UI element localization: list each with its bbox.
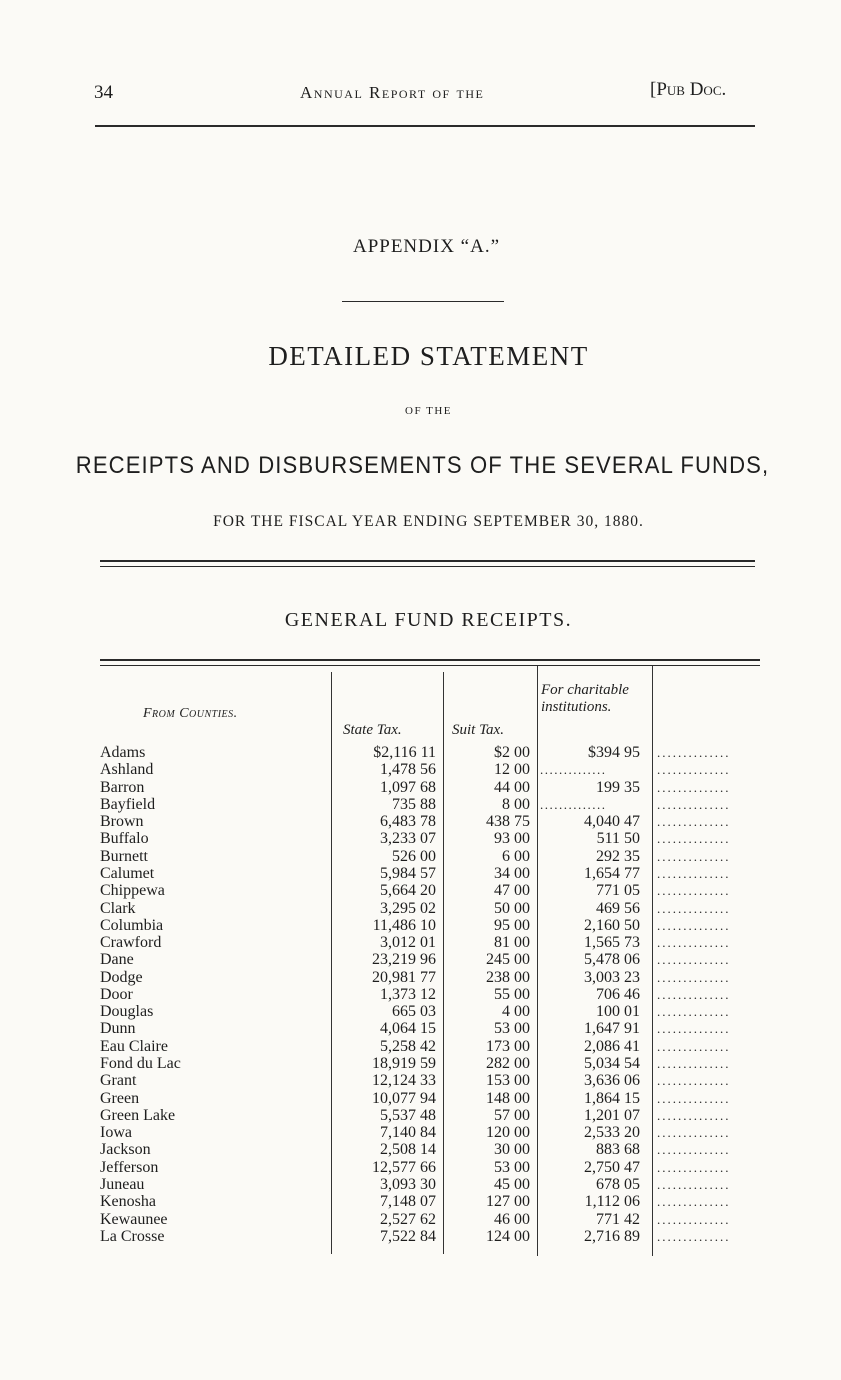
trailing-column-dots: .............. [657, 900, 731, 916]
receipts-title: RECEIPTS AND DISBURSEMENTS OF THE SEVERAL FUNDS, [75, 452, 770, 479]
table-row [100, 779, 770, 796]
charitable-cell: 771 42 [596, 1210, 640, 1228]
county-name: Chippewa [100, 882, 165, 900]
state-tax-cell: 12,577 66 [372, 1158, 436, 1176]
charitable-cell: 2,160 50 [584, 916, 640, 934]
trailing-column-dots: .............. [657, 969, 731, 985]
table-row [100, 951, 770, 968]
fiscal-year-line: FOR THE FISCAL YEAR ENDING SEPTEMBER 30, 1880. [213, 513, 644, 530]
trailing-column-dots: .............. [657, 935, 731, 951]
charitable-cell: 1,647 91 [584, 1020, 640, 1038]
county-name: Green [100, 1089, 140, 1107]
charitable-cell: 100 01 [596, 1003, 640, 1021]
state-tax-cell: 5,664 20 [380, 882, 436, 900]
charitable-cell: 2,533 20 [584, 1124, 640, 1142]
suit-tax-cell: 53 00 [494, 1020, 530, 1038]
suit-tax-cell: 173 00 [486, 1037, 530, 1055]
county-name: La Crosse [100, 1227, 165, 1245]
suit-tax-cell: 34 00 [494, 864, 530, 882]
trailing-column-dots: .............. [657, 1194, 731, 1210]
empty-cell-dots: .............. [540, 762, 607, 778]
state-tax-cell: 3,233 07 [380, 830, 436, 848]
state-tax-cell: 3,295 02 [380, 899, 436, 917]
charitable-cell: 3,003 23 [584, 968, 640, 986]
suit-tax-cell: 55 00 [494, 985, 530, 1003]
charitable-cell: 678 05 [596, 1176, 640, 1193]
charitable-cell: 469 56 [596, 899, 640, 917]
suit-tax-cell: 124 00 [486, 1227, 530, 1245]
charitable-cell: 706 46 [596, 985, 640, 1003]
suit-tax-cell: 153 00 [486, 1072, 530, 1090]
county-name: Douglas [100, 1003, 154, 1021]
state-tax-cell: 5,258 42 [380, 1037, 436, 1055]
of-the-line: OF THE [405, 405, 452, 417]
suit-tax-cell: 4 00 [502, 1003, 530, 1021]
trailing-column-dots: .............. [657, 1228, 731, 1244]
trailing-column-dots: .............. [657, 1021, 731, 1037]
double-rule-top [100, 560, 755, 562]
charitable-cell: 2,750 47 [584, 1158, 640, 1176]
table-row [100, 865, 770, 882]
charitable-cell: 1,565 73 [584, 934, 640, 952]
table-row [100, 761, 770, 778]
state-tax-cell: 526 00 [392, 847, 436, 865]
trailing-column-dots: .............. [657, 986, 731, 1002]
county-name: Adams [100, 744, 146, 761]
doc-label: [Pub Doc. [650, 79, 727, 100]
charitable-cell: 1,112 06 [584, 1193, 640, 1211]
trailing-column-dots: .............. [657, 1142, 731, 1158]
county-name: Buffalo [100, 830, 149, 848]
state-tax-cell: 12,124 33 [372, 1072, 436, 1090]
state-tax-cell: 2,527 62 [380, 1210, 436, 1228]
suit-tax-cell: 47 00 [494, 882, 530, 900]
suit-tax-cell: 245 00 [486, 951, 530, 969]
suit-tax-cell: $2 00 [494, 744, 530, 761]
state-tax-cell: 23,219 96 [372, 951, 436, 969]
statement-title: DETAILED STATEMENT [268, 341, 589, 371]
table-row [100, 1072, 770, 1089]
state-tax-cell: 1,373 12 [380, 985, 436, 1003]
table-row [100, 1159, 770, 1176]
table-row [100, 1141, 770, 1158]
table-row [100, 917, 770, 934]
table-row [100, 1107, 770, 1124]
state-tax-cell: 665 03 [392, 1003, 436, 1021]
suit-tax-cell: 8 00 [502, 795, 530, 813]
table-row [100, 1090, 770, 1107]
suit-tax-cell: 30 00 [494, 1141, 530, 1159]
charitable-cell: 3,636 06 [584, 1072, 640, 1090]
charitable-header-text: For charitable institutions. [541, 682, 629, 715]
charitable-column-header [541, 682, 653, 716]
trailing-column-dots: .............. [657, 952, 731, 968]
trailing-column-dots: .............. [657, 1125, 731, 1141]
table-row [100, 882, 770, 899]
suit-tax-cell: 438 75 [486, 813, 530, 831]
counties-column-header: From Counties. [143, 706, 238, 721]
charitable-cell: 1,864 15 [584, 1089, 640, 1107]
charitable-cell: 2,086 41 [584, 1037, 640, 1055]
state-tax-cell: 7,140 84 [380, 1124, 436, 1142]
state-tax-cell: 1,097 68 [380, 778, 436, 796]
trailing-column-dots: .............. [657, 1056, 731, 1072]
suit-tax-cell: 148 00 [486, 1089, 530, 1107]
charitable-cell: 292 35 [596, 847, 640, 865]
short-rule [342, 301, 504, 302]
page-number: 34 [94, 82, 113, 103]
table-row [100, 1193, 770, 1210]
county-name: Dane [100, 951, 134, 969]
trailing-column-dots: .............. [657, 1073, 731, 1089]
double-rule-bottom [100, 566, 755, 567]
trailing-column-dots: .............. [657, 814, 731, 830]
county-name: Ashland [100, 761, 154, 779]
trailing-column-dots: .............. [657, 883, 731, 899]
trailing-column-dots: .............. [657, 865, 731, 881]
charitable-cell: 1,201 07 [584, 1106, 640, 1124]
suit-tax-cell: 44 00 [494, 778, 530, 796]
table-rule-bottom [100, 665, 760, 666]
empty-cell-dots: .............. [540, 796, 607, 812]
appendix-title: APPENDIX “A.” [352, 236, 501, 257]
state-tax-cell: 7,148 07 [380, 1193, 436, 1211]
table-row [100, 813, 770, 830]
state-tax-cell: 18,919 59 [372, 1055, 436, 1073]
suit-tax-column-header: Suit Tax. [452, 722, 504, 738]
trailing-column-dots: .............. [657, 831, 731, 847]
state-tax-cell: 6,483 78 [380, 813, 436, 831]
county-name: Green Lake [100, 1106, 176, 1124]
state-tax-cell: 3,012 01 [380, 934, 436, 952]
charitable-cell: 2,716 89 [584, 1227, 640, 1245]
table-row [100, 900, 770, 917]
county-name: Crawford [100, 934, 162, 952]
charitable-cell: 5,478 06 [584, 951, 640, 969]
county-name: Jefferson [100, 1158, 159, 1176]
suit-tax-cell: 238 00 [486, 968, 530, 986]
section-title: GENERAL FUND RECEIPTS. [284, 609, 573, 631]
county-name: Columbia [100, 916, 164, 934]
suit-tax-cell: 50 00 [494, 899, 530, 917]
county-name: Kenosha [100, 1193, 156, 1211]
table-row [100, 1176, 770, 1193]
charitable-cell: 199 35 [596, 778, 640, 796]
state-tax-cell: 10,077 94 [372, 1089, 436, 1107]
trailing-column-dots: .............. [657, 917, 731, 933]
table-row [100, 1055, 770, 1072]
state-tax-cell: 1,478 56 [380, 761, 436, 779]
county-name: Calumet [100, 864, 155, 882]
table-row [100, 1228, 770, 1245]
county-name: Barron [100, 778, 145, 796]
suit-tax-cell: 6 00 [502, 847, 530, 865]
charitable-cell: $394 95 [588, 744, 640, 761]
charitable-cell: 1,654 77 [584, 864, 640, 882]
state-tax-cell: 3,093 30 [380, 1176, 436, 1193]
state-tax-cell: 4,064 15 [380, 1020, 436, 1038]
charitable-cell: 511 50 [596, 830, 640, 848]
state-tax-cell: $2,116 11 [373, 744, 436, 761]
header-rule [95, 125, 755, 127]
state-tax-cell: 5,537 48 [380, 1106, 436, 1124]
suit-tax-cell: 53 00 [494, 1158, 530, 1176]
county-name: Iowa [100, 1124, 132, 1142]
state-tax-column-header: State Tax. [343, 722, 402, 738]
county-name: Brown [100, 813, 144, 831]
trailing-column-dots: .............. [657, 1159, 731, 1175]
county-name: Bayfield [100, 795, 156, 813]
trailing-column-dots: .............. [657, 745, 731, 760]
charitable-cell: 771 05 [596, 882, 640, 900]
county-name: Kewaunee [100, 1210, 168, 1228]
county-name: Door [100, 985, 133, 1003]
table-row [100, 1211, 770, 1228]
table-row [100, 934, 770, 951]
suit-tax-cell: 282 00 [486, 1055, 530, 1073]
county-name: Burnett [100, 847, 148, 865]
trailing-column-dots: .............. [657, 848, 731, 864]
county-name: Grant [100, 1072, 137, 1090]
table-row [100, 796, 770, 813]
charitable-cell: 883 68 [596, 1141, 640, 1159]
county-name: Clark [100, 899, 136, 917]
table-row [100, 986, 770, 1003]
state-tax-cell: 5,984 57 [380, 864, 436, 882]
trailing-column-dots: .............. [657, 1107, 731, 1123]
suit-tax-cell: 12 00 [494, 761, 530, 779]
trailing-column-dots: .............. [657, 779, 731, 795]
table-row [100, 830, 770, 847]
suit-tax-cell: 120 00 [486, 1124, 530, 1142]
suit-tax-cell: 46 00 [494, 1210, 530, 1228]
county-name: Dodge [100, 968, 143, 986]
running-title: Annual Report of the [300, 83, 485, 102]
charitable-cell: 4,040 47 [584, 813, 640, 831]
trailing-column-dots: .............. [657, 1090, 731, 1106]
county-name: Jackson [100, 1141, 151, 1159]
county-name: Dunn [100, 1020, 136, 1038]
table-row [100, 1038, 770, 1055]
state-tax-cell: 735 88 [392, 795, 436, 813]
state-tax-cell: 2,508 14 [380, 1141, 436, 1159]
table-row [100, 969, 770, 986]
trailing-column-dots: .............. [657, 1211, 731, 1227]
charitable-cell: 5,034 54 [584, 1055, 640, 1073]
county-name: Fond du Lac [100, 1055, 181, 1073]
suit-tax-cell: 57 00 [494, 1106, 530, 1124]
table-row [100, 848, 770, 865]
table-row [100, 744, 770, 761]
table-row [100, 1020, 770, 1037]
state-tax-cell: 20,981 77 [372, 968, 436, 986]
suit-tax-cell: 127 00 [486, 1193, 530, 1211]
state-tax-cell: 7,522 84 [380, 1227, 436, 1245]
county-name: Juneau [100, 1176, 145, 1193]
trailing-column-dots: .............. [657, 1038, 731, 1054]
trailing-column-dots: .............. [657, 762, 731, 778]
state-tax-cell: 11,486 10 [372, 916, 436, 934]
trailing-column-dots: .............. [657, 796, 731, 812]
suit-tax-cell: 93 00 [494, 830, 530, 848]
suit-tax-cell: 45 00 [494, 1176, 530, 1193]
suit-tax-cell: 95 00 [494, 916, 530, 934]
table-rule-top [100, 659, 760, 661]
suit-tax-cell: 81 00 [494, 934, 530, 952]
table-row [100, 1124, 770, 1141]
trailing-column-dots: .............. [657, 1177, 731, 1192]
county-name: Eau Claire [100, 1037, 168, 1055]
table-row [100, 1003, 770, 1020]
trailing-column-dots: .............. [657, 1004, 731, 1020]
